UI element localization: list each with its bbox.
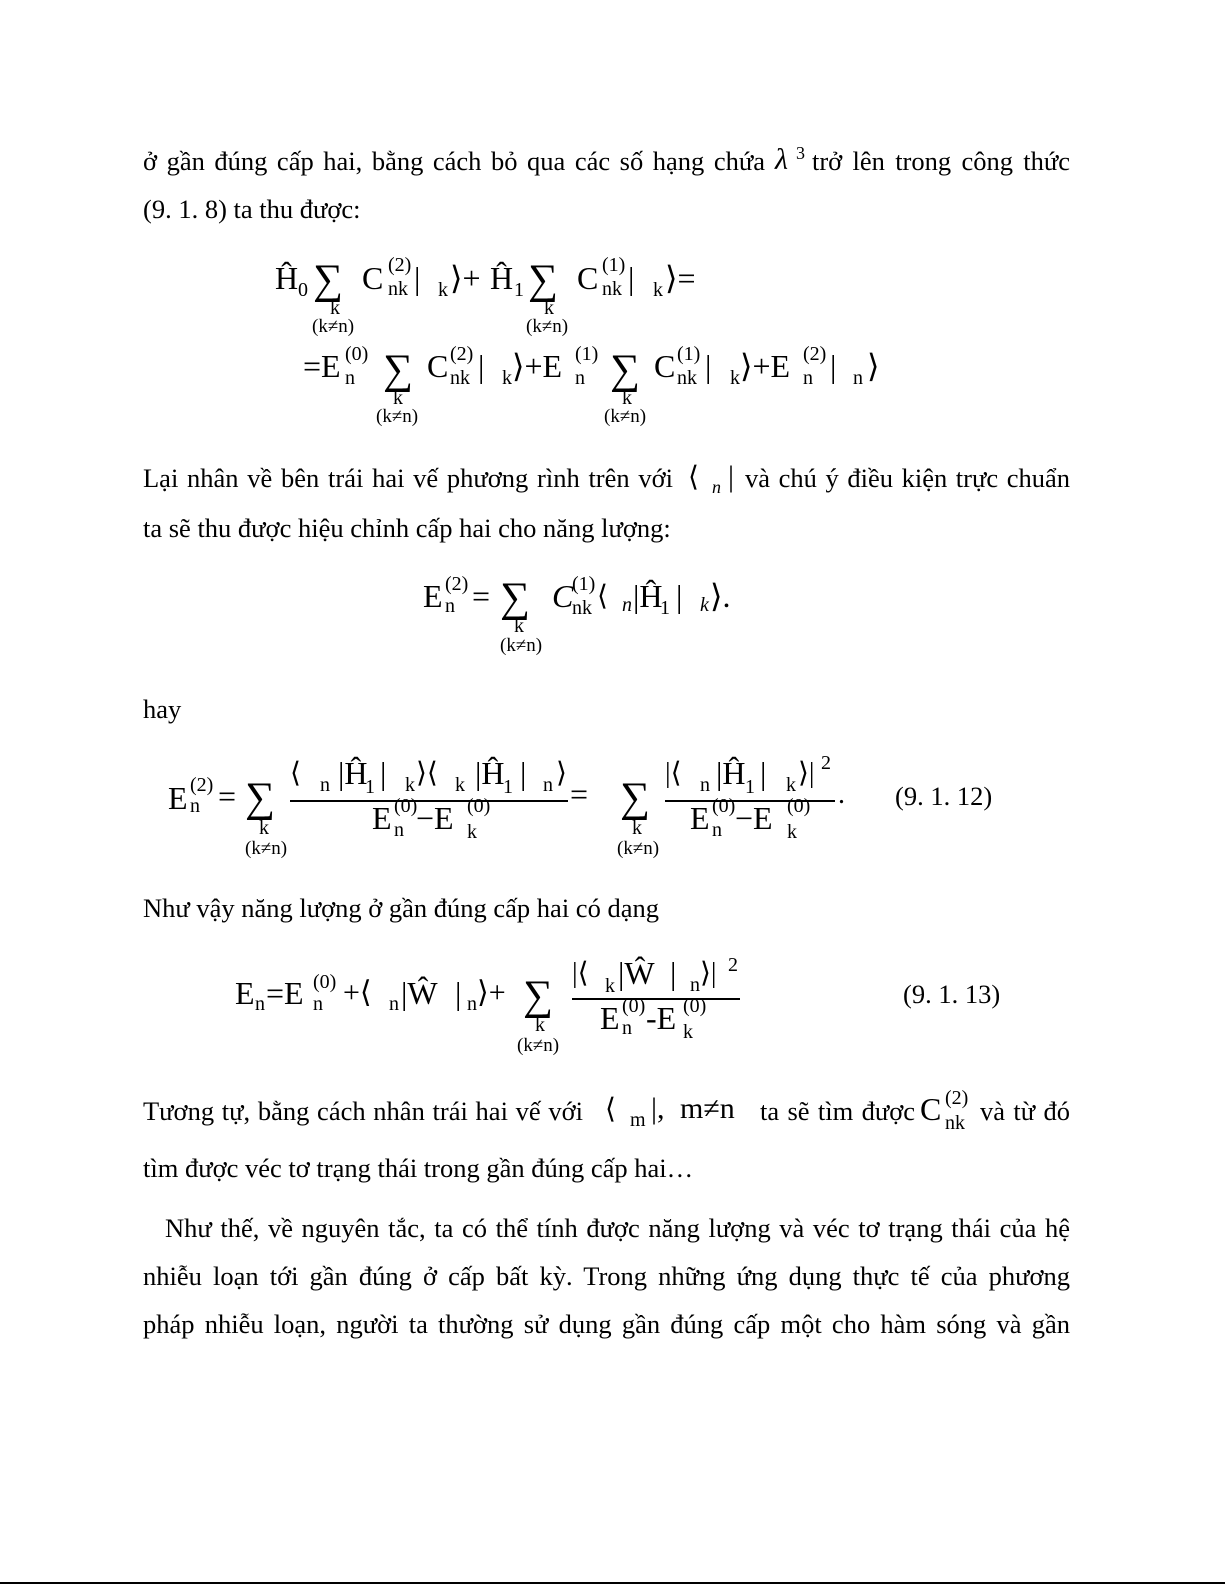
- math-sub: (k≠n): [312, 316, 355, 338]
- math: |: [676, 577, 683, 614]
- text-line: Như vậy năng lượng ở gần đúng cấp hai có dạng: [143, 893, 659, 923]
- math: ⟩|: [700, 958, 717, 990]
- math: ⟩|: [798, 758, 815, 790]
- math-sub: k: [632, 817, 642, 840]
- text-line: trở lên trong công thức: [812, 146, 1070, 176]
- math: =: [218, 777, 237, 814]
- math-sub: nk: [450, 367, 470, 390]
- text-line: (9. 1. 8) ta thu được:: [143, 194, 361, 224]
- math: |,: [651, 1092, 665, 1126]
- math: =E: [266, 974, 304, 1011]
- math: C: [920, 1090, 942, 1127]
- math-sub: k: [786, 774, 796, 797]
- text-line: Tương tự, bằng cách nhân trái hai vế với: [143, 1096, 583, 1126]
- math-sub: k: [683, 1021, 693, 1044]
- math: |: [414, 259, 421, 296]
- math-sup: (0): [394, 795, 418, 818]
- text-line: hay: [143, 694, 182, 724]
- math-sup: (2): [450, 343, 474, 366]
- text-line: ta sẽ tìm được: [760, 1096, 915, 1126]
- math: m≠n: [680, 1092, 735, 1126]
- math: |Ĥ: [338, 754, 368, 791]
- math-sub: 1: [514, 279, 524, 302]
- math-sub: n: [467, 993, 477, 1016]
- text-line: Lại nhân về bên trái hai vế phương rình trên với: [143, 463, 673, 493]
- math-sub: k: [535, 1014, 545, 1037]
- math: |: [760, 754, 767, 791]
- text-line: tìm được véc tơ trạng thái trong gần đúng cấp hai…: [143, 1153, 694, 1183]
- math-sub: n: [190, 795, 200, 818]
- math-sub: n: [712, 476, 721, 497]
- math-sub: k: [455, 774, 465, 797]
- math: |: [670, 954, 677, 991]
- math-sub: (k≠n): [517, 1035, 560, 1057]
- math-sub: k: [330, 297, 340, 320]
- text-line: Như thế, về nguyên tắc, ta có thể tính được năng lượng và véc tơ trạng thái của hệ: [165, 1213, 1070, 1243]
- math: |: [830, 347, 837, 384]
- math-sub: n: [445, 595, 455, 618]
- math: ⟩+: [450, 259, 481, 296]
- math: |: [728, 460, 735, 494]
- math: Ĥ: [490, 259, 514, 296]
- math-sup: (1): [677, 343, 701, 366]
- math: C: [552, 577, 574, 614]
- math-sub: (k≠n): [526, 316, 569, 338]
- text-line: nhiễu loạn tới gần đúng ở cấp bất kỳ. Trong những ứng dụng thực tế của phương: [143, 1261, 1070, 1291]
- math: |⟨: [572, 958, 589, 990]
- math-sub: 1: [365, 776, 375, 799]
- math: +⟨: [343, 976, 372, 1010]
- math-sub: n: [690, 974, 700, 997]
- math: |Ĥ: [716, 754, 746, 791]
- math: |Ŵ: [618, 954, 655, 991]
- math: −E: [735, 799, 773, 836]
- math: |Ĥ: [475, 754, 505, 791]
- math: ⟨: [597, 581, 608, 613]
- math-sub: n: [803, 367, 813, 390]
- math-sup: (2): [190, 774, 214, 797]
- sum-symbol: ∑: [523, 972, 553, 1019]
- math: ⟩+E: [740, 347, 791, 384]
- math: |: [478, 347, 485, 384]
- math: ⟩+E: [512, 347, 563, 384]
- math-sub: n: [700, 774, 710, 797]
- math-sub: k: [730, 367, 740, 390]
- math-sub: k: [605, 975, 615, 998]
- math: .: [838, 779, 845, 811]
- math-sup: (0): [787, 795, 811, 818]
- page-bottom-rule: [0, 1582, 1225, 1584]
- math-sub: 0: [298, 279, 308, 302]
- text-line: và chú ý điều kiện trực chuẩn: [745, 463, 1070, 493]
- math-sub: n: [543, 774, 553, 797]
- math: E: [372, 799, 392, 836]
- math-sup: (0): [345, 343, 369, 366]
- math-sub: k: [622, 387, 632, 410]
- math: ⟩: [867, 347, 880, 384]
- text-line: ở gần đúng cấp hai, bằng cách bỏ qua các số hạng chứa: [143, 146, 765, 176]
- math: |: [705, 347, 712, 384]
- equation-number: (9. 1. 12): [895, 781, 993, 812]
- math-sub: 1: [503, 776, 513, 799]
- math-sup: (0): [467, 795, 491, 818]
- math-sub: n: [320, 774, 330, 797]
- math-sub: nk: [388, 278, 408, 301]
- math-bra: ⟨: [605, 1094, 616, 1126]
- math-sub: k: [653, 279, 663, 302]
- math-sub: k: [787, 821, 797, 844]
- math-sub: k: [405, 774, 415, 797]
- math-sub: nk: [602, 278, 622, 301]
- math-sub: k: [438, 279, 448, 302]
- math-sup: (2): [388, 254, 412, 277]
- math-sub: n: [345, 367, 355, 390]
- math-sub: (k≠n): [376, 406, 419, 428]
- sum-symbol: ∑: [245, 774, 275, 821]
- math: |: [380, 754, 387, 791]
- math-sub: 1: [745, 776, 755, 799]
- math-sub: nk: [572, 597, 592, 620]
- math: =: [472, 577, 491, 614]
- math: C: [362, 259, 384, 296]
- math: =: [570, 775, 589, 812]
- math: ⟩⟨: [416, 758, 438, 790]
- math: E: [235, 974, 255, 1011]
- math-sup: (2): [945, 1087, 969, 1110]
- math-sub: n: [389, 993, 399, 1016]
- math-sub: m: [630, 1109, 646, 1132]
- math-sub: (k≠n): [245, 838, 288, 860]
- math-sub: k: [259, 817, 269, 840]
- sum-symbol: ∑: [313, 256, 343, 303]
- sum-symbol: ∑: [610, 346, 640, 393]
- math: ⟨: [290, 758, 301, 790]
- math-sup: (1): [602, 254, 626, 277]
- math-sub: n: [622, 1017, 632, 1040]
- math: C: [427, 347, 449, 384]
- math-sub: k: [700, 594, 709, 617]
- math: |: [520, 754, 527, 791]
- math: ⟩.: [710, 577, 731, 614]
- math-sub: k: [467, 821, 477, 844]
- math-sub: 1: [660, 597, 670, 620]
- sum-symbol: ∑: [500, 574, 530, 621]
- sum-symbol: ∑: [620, 774, 650, 821]
- math: −E: [416, 799, 454, 836]
- math: |Ĥ: [633, 577, 663, 614]
- math: E: [423, 577, 443, 614]
- math: E: [600, 999, 620, 1036]
- math-sub: n: [394, 819, 404, 842]
- equation-number: (9. 1. 13): [903, 979, 1001, 1010]
- math: C: [654, 347, 676, 384]
- math-sub: n: [853, 367, 863, 390]
- math: |: [455, 974, 462, 1011]
- math-sub: n: [255, 993, 265, 1016]
- math-sub: nk: [677, 367, 697, 390]
- math-sup: 2: [728, 954, 738, 977]
- math-sup: (1): [572, 573, 596, 596]
- math: |: [628, 259, 635, 296]
- math-sub: n: [622, 594, 632, 617]
- math-sup: (0): [683, 995, 707, 1018]
- math-sub: (k≠n): [500, 635, 543, 657]
- math-sub: k: [393, 387, 403, 410]
- math: C: [577, 259, 599, 296]
- math: =E: [303, 347, 341, 384]
- math-sup: (0): [313, 971, 337, 994]
- math: ⟩=: [665, 259, 696, 296]
- math: E: [168, 779, 188, 816]
- math: -E: [646, 999, 677, 1036]
- text-line: và từ đó: [980, 1096, 1070, 1126]
- math: |Ŵ: [401, 974, 438, 1011]
- math-sub: n: [575, 367, 585, 390]
- math: E: [690, 799, 710, 836]
- math-sub: nk: [945, 1112, 965, 1135]
- math-sub: k: [544, 297, 554, 320]
- math-sub: (k≠n): [604, 406, 647, 428]
- sum-symbol: ∑: [528, 256, 558, 303]
- math-sub: n: [313, 993, 323, 1016]
- math: Ĥ: [275, 259, 299, 296]
- math-sub: k: [502, 367, 512, 390]
- math-sup: (0): [622, 995, 646, 1018]
- math: |⟨: [665, 758, 682, 790]
- math-sup: (2): [445, 573, 469, 596]
- math-sup: (1): [575, 343, 599, 366]
- math-sup: 2: [821, 752, 831, 775]
- math-lambda: λ: [775, 143, 788, 177]
- math-exponent: 3: [796, 142, 805, 163]
- math-bra: ⟨: [688, 462, 699, 494]
- math-sub: (k≠n): [617, 838, 660, 860]
- sum-symbol: ∑: [383, 346, 413, 393]
- math: ⟩+: [477, 976, 506, 1010]
- math-sub: k: [514, 615, 524, 638]
- math-sup: (2): [803, 343, 827, 366]
- text-line: ta sẽ thu được hiệu chỉnh cấp hai cho năng lượng:: [143, 513, 671, 543]
- math-sup: (0): [712, 795, 736, 818]
- text-line: pháp nhiễu loạn, người ta thường sử dụng gần đúng cấp một cho hàm sóng và gần: [143, 1309, 1070, 1339]
- math-sub: n: [712, 819, 722, 842]
- math: ⟩: [556, 758, 567, 790]
